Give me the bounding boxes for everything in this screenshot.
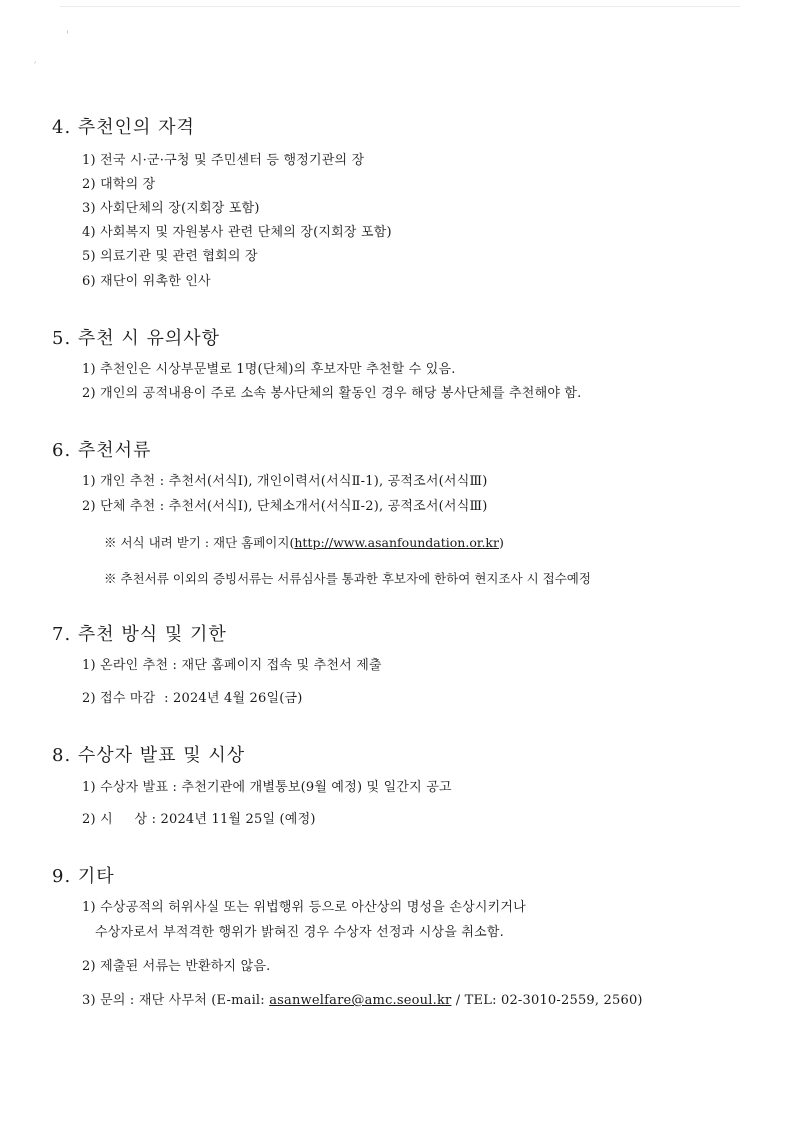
contact-line <box>82 989 643 1008</box>
contact-email-link[interactable]: asanwelfare@amc.seoul.kr <box>269 993 452 1008</box>
list-item: 6) 재단이 위촉한 인사 <box>82 274 211 289</box>
list-item: 2) 개인의 공적내용이 주로 소속 봉사단체의 활동인 경우 해당 봉사단체를 추천해야 함. <box>82 386 582 401</box>
list-item: 5) 의료기관 및 관련 협회의 장 <box>82 249 258 264</box>
scan-edge-line <box>60 6 740 7</box>
section-heading: 9. 기타 <box>52 866 115 887</box>
download-note <box>104 533 504 551</box>
note-text: ) <box>498 535 504 550</box>
list-item-continuation: 수상자로서 부적격한 행위가 밝혀진 경우 수상자 선정과 시상을 취소함. <box>82 925 504 940</box>
list-item: 1) 수상공적의 허위사실 또는 위법행위 등으로 아산상의 명성을 손상시키거나 <box>82 900 526 915</box>
list-item: 3) 사회단체의 장(지회장 포함) <box>82 201 260 216</box>
list-item: 2) 대학의 장 <box>82 177 156 192</box>
section-heading: 5. 추천 시 유의사항 <box>52 328 221 349</box>
section-heading: 7. 추천 방식 및 기한 <box>52 624 227 645</box>
section-heading: 4. 추천인의 자격 <box>52 117 195 138</box>
contact-text: 3) 문의 : 재단 사무처 (E-mail: <box>82 993 270 1008</box>
list-item: 1) 개인 추천 : 추천서(서식Ⅰ), 개인이력서(서식Ⅱ-1), 공적조서(서식Ⅲ) <box>82 474 488 489</box>
contact-text: / TEL: 02-3010-2559, 2560) <box>451 993 643 1008</box>
section-heading: 8. 수상자 발표 및 시상 <box>52 745 246 766</box>
list-item: 1) 수상자 발표 : 추천기관에 개별통보(9월 예정) 및 일간지 공고 <box>82 780 452 795</box>
evidence-note: ※ 추천서류 이외의 증빙서류는 서류심사를 통과한 후보자에 한하여 현지조사 시 접수예정 <box>104 571 591 586</box>
list-item: 2) 제출된 서류는 반환하지 않음. <box>82 959 271 974</box>
list-item: 4) 사회복지 및 자원봉사 관련 단체의 장(지회장 포함) <box>82 225 392 240</box>
homepage-link[interactable]: http://www.asanfoundation.or.kr <box>294 535 499 550</box>
scan-speck: ' <box>66 30 69 41</box>
list-item: 2) 단체 추천 : 추천서(서식Ⅰ), 단체소개서(서식Ⅱ-2), 공적조서(서식Ⅲ) <box>82 499 488 514</box>
note-text: ※ 서식 내려 받기 : 재단 홈페이지( <box>104 535 295 550</box>
list-item: 1) 추천인은 시상부문별로 1명(단체)의 후보자만 추천할 수 있음. <box>82 362 456 377</box>
list-item: 2) 시 상 : 2024년 11월 25일 (예정) <box>82 812 316 827</box>
section-heading: 6. 추천서류 <box>52 440 152 461</box>
list-item: 1) 온라인 추천 : 재단 홈페이지 접속 및 추천서 제출 <box>82 658 382 673</box>
scan-speck: ˊ <box>32 62 37 73</box>
list-item: 1) 전국 시·군·구청 및 주민센터 등 행정기관의 장 <box>82 153 365 168</box>
list-item: 2) 접수 마감 : 2024년 4월 26일(금) <box>82 691 303 706</box>
